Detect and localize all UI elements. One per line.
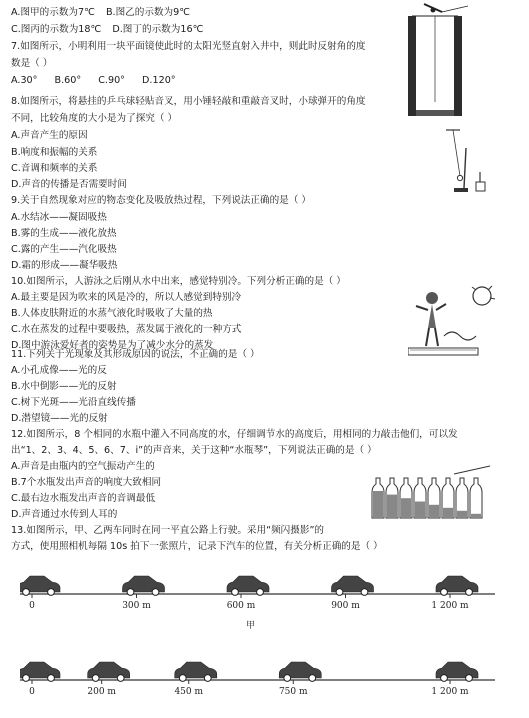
q9-stem: 9.关于自然现象对应的物态变化及吸放热过程，下列说法正确的是（ ） (11, 195, 312, 206)
q10-option-d: D.图中游泳爱好者的姿势是为了减少水分的蒸发 (11, 340, 214, 351)
tick-label: 1 200 m (431, 601, 469, 611)
q11-option-c: C.树下光斑——光沿直线传播 (11, 397, 136, 408)
q13-stem-line2: 方式，使用照相机每隔 10s 拍下一张照片，记录下汽车的位置，有关分析正确的是（ ） (11, 541, 383, 552)
q9-option-b: B.雾的生成——液化放热 (11, 228, 117, 239)
q6-option-d: D.图丁的示数为16℃ (112, 24, 204, 35)
car (227, 576, 269, 595)
tick-label: 900 m (331, 601, 360, 611)
q9-option-d: D.霜的形成——凝华吸热 (11, 260, 118, 271)
q12-option-d: D.声音通过水传到人耳的 (11, 509, 118, 520)
q7-options (11, 76, 190, 86)
water-bottle (372, 478, 384, 518)
q8-stem-line1: 8.如图所示，将悬挂的乒乓球轻贴音叉，用小锤轻敲和重敲音叉时，小球弹开的角度 (11, 96, 366, 107)
water-bottles-figure (370, 464, 492, 522)
q12-stem-line2: 出“1、2、3、4、5、6、7、i”的声音来，关于这种“水瓶琴”，下列说法正确的是（ ） (11, 445, 377, 456)
water-bottle (400, 478, 412, 518)
q8-option-a: A.声音产生的原因 (11, 130, 88, 141)
car (20, 576, 60, 595)
car (332, 576, 374, 595)
tick-label: 200 m (87, 687, 116, 697)
tick-label: 600 m (226, 601, 256, 611)
q13-stem-line1: 13.如图所示，甲、乙两车同时在同一平直公路上行驶。采用“频闪摄影”的 (11, 525, 325, 536)
q6-option-c: C.图丙的示数为18℃ (11, 24, 102, 35)
q12-stem-line1: 12.如图所示，8 个相同的水瓶中灌入不同高度的水，仔细调节水的高度后，用相同的力敲击他们，可以发 (11, 429, 458, 440)
q6-option-a: A.图甲的示数为7℃ (11, 7, 95, 18)
car (436, 576, 478, 595)
water-bottle (442, 478, 454, 518)
q10-option-c: C.水在蒸发的过程中要吸热，蒸发属于液化的一种方式 (11, 324, 242, 335)
road-b-figure (20, 650, 500, 702)
q8-option-d: D.声音的传播是否需要时间 (11, 179, 127, 190)
q6-options-row1 (11, 8, 198, 18)
q10-option-a: A.最主要是因为吹来的风是冷的，所以人感觉到特别冷 (11, 292, 242, 303)
water-bottle (414, 478, 426, 518)
q12-option-a: A.声音是由瓶内的空气振动产生的 (11, 461, 155, 472)
tick-label: 1 200 m (431, 687, 469, 697)
car (436, 662, 478, 681)
q7-option-d: D.120° (142, 75, 176, 86)
q9-option-c: C.露的产生——汽化吸热 (11, 244, 117, 255)
q11-stem: 11.下列关于光现象及其形成原因的说法，不正确的是（ ） (11, 349, 260, 360)
tick-label: 750 m (278, 687, 308, 697)
car (88, 662, 130, 681)
q10-stem: 10.如图所示，人游泳之后刚从水中出来，感觉特别冷。下列分析正确的是（ ） (11, 276, 346, 287)
well-mirror-figure (402, 2, 472, 120)
road-a-label: 甲 (246, 621, 256, 631)
q7-option-c: C.90° (98, 75, 125, 86)
swimmer-figure (408, 284, 500, 360)
road-a-figure (20, 566, 500, 616)
water-bottle (386, 478, 398, 518)
q10-option-b: B.人体皮肤附近的水蒸气液化时吸收了大量的热 (11, 308, 213, 319)
q8-option-c: C.音调和频率的关系 (11, 163, 98, 174)
q6-options-row2 (11, 25, 211, 35)
q11-option-b: B.水中倒影——光的反射 (11, 381, 117, 392)
q11-option-d: D.潜望镜——光的反射 (11, 413, 108, 424)
car (123, 576, 165, 595)
tick-label: 0 (29, 687, 35, 697)
q7-stem-line1: 7.如图所示，小明利用一块平面镜使此时的太阳光竖直射入井中，则此时反射角的度 (11, 41, 366, 52)
q9-option-a: A.水结冰——凝固吸热 (11, 212, 107, 223)
q7-option-a: A.30° (11, 75, 38, 86)
q8-stem-line2: 不同，比较角度的大小是为了探究（ ） (11, 113, 178, 124)
tick-label: 300 m (122, 601, 151, 611)
q11-option-a: A.小孔成像——光的反 (11, 365, 107, 376)
q7-option-b: B.60° (54, 75, 82, 86)
car (279, 662, 321, 681)
q12-option-b: B.7个水瓶发出声音的响度大致相同 (11, 477, 162, 488)
water-bottle (470, 478, 482, 518)
water-bottle (428, 478, 440, 518)
q8-option-b: B.响度和振幅的关系 (11, 147, 98, 158)
tuning-fork-figure (440, 128, 492, 194)
q7-stem-line2: 数是（ ） (11, 58, 53, 69)
tick-label: 0 (29, 601, 35, 611)
car (175, 662, 217, 681)
water-bottle (456, 478, 468, 518)
q6-option-b: B.图乙的示数为9℃ (105, 7, 191, 18)
tick-label: 450 m (174, 687, 204, 697)
car (20, 662, 60, 681)
q12-option-c: C.最右边水瓶发出声音的音调最低 (11, 493, 156, 504)
